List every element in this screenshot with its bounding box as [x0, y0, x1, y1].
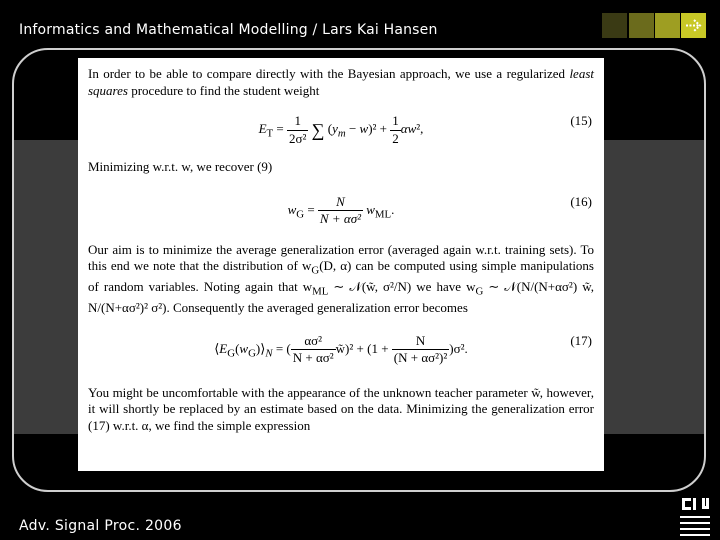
paragraph-3: Our aim is to minimize the average generalization error (averaged again w.r.t. training sets). To this end we note that the distribution of $w_G(D$, α) can be computed using simple manipulations of random variables. Noting again that $w_{ML}$ ∼ 𝒩(w̃, σ²/N) we have $w_G$ ∼ 𝒩(N/(N+ασ²) w̃, N/(N+ασ²)² σ²). Consequently the averaged generalization error becomes — [88, 241, 594, 316]
slide-footer: Adv. Signal Proc. 2006 — [19, 518, 182, 534]
paragraph-1: In order to be able to compare directly with the Bayesian approach, we use a regularized least squares procedure to find the student weight — [88, 66, 594, 98]
color-square-3 — [655, 13, 680, 38]
equation-15: $E_T$ = $\frac{1}{\text{2σ²}}$ ∑ $(y_m - w)^2$ + $\frac{1}{2}$ αw², (15) — [258, 113, 592, 146]
paragraph-2: Minimizing w.r.t. w, we recover (9) — [88, 159, 273, 174]
equation-17: $⟨E_G(w_G)⟩_N$ = ( $\frac{\text{ασ²}}{\text{N + ασ²}}$ w̃)² + (1 + $\frac{N}{\text{(N + ασ²)²}}$ )σ². (17) — [214, 332, 592, 366]
color-square-2 — [629, 13, 654, 38]
color-square-1 — [602, 13, 627, 38]
arrow-right-icon — [681, 13, 706, 38]
nav-next-button[interactable] — [681, 13, 706, 38]
paper-excerpt — [78, 58, 604, 471]
dtu-logo-icon — [680, 496, 710, 540]
slide-header-title: Informatics and Mathematical Modelling / Lars Kai Hansen — [19, 22, 438, 38]
paragraph-4: You might be uncomfortable with the appearance of the unknown teacher parameter w̃, however, it will shortly be replaced by an estimate based on the data. Minimizing the generalization error (17) w.r.t. α, we find the simple expression — [88, 384, 594, 433]
equation-16: $w_G$ = $\frac{N}{\text{N + ασ²}}$ $w_{ML}$. (16) — [287, 193, 592, 226]
